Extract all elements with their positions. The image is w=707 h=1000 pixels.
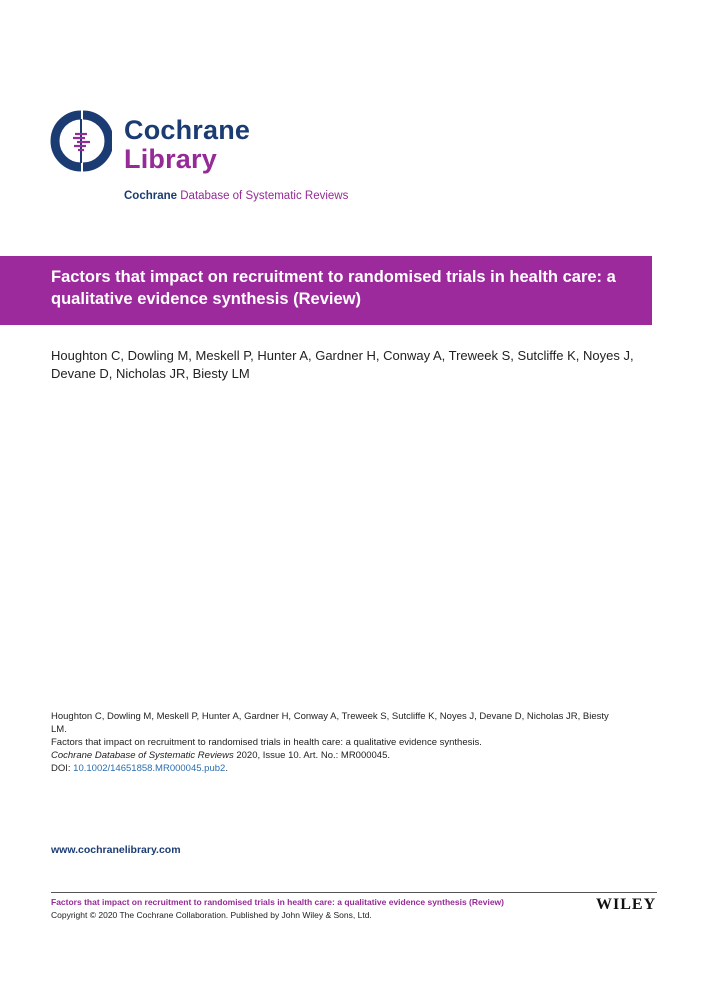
website-link[interactable]: www.cochranelibrary.com	[51, 844, 181, 856]
citation-title: Factors that impact on recruitment to randomised trials in health care: a qualitative evidence synthesis.	[51, 737, 482, 748]
database-name-rest: Database of Systematic Reviews	[177, 190, 349, 202]
citation-doi-line	[51, 762, 611, 775]
citation-authors: Houghton C, Dowling M, Meskell P, Hunter A, Gardner H, Conway A, Treweek S, Sutcliffe K, Noyes J, Devane D, Nicholas JR, Biesty LM.	[51, 711, 609, 735]
brand-name-library: Library	[124, 144, 217, 174]
review-title: Factors that impact on recruitment to randomised trials in health care: a qualitative evidence synthesis (Review)	[51, 268, 616, 308]
footer-divider	[51, 892, 657, 893]
author-list: Houghton C, Dowling M, Meskell P, Hunter A, Gardner H, Conway A, Treweek S, Sutcliffe K, Noyes J, Devane D, Nicholas JR, Biesty LM	[51, 348, 634, 381]
doi-label: DOI:	[51, 763, 74, 774]
doi-end: .	[225, 763, 228, 774]
doi-link[interactable]: 10.1002/14651858.MR000045.pub2	[73, 763, 226, 774]
footer-title: Factors that impact on recruitment to randomised trials in health care: a qualitative evidence synthesis (Review)	[51, 897, 504, 907]
title-banner	[0, 256, 652, 325]
citation-issue: 2020, Issue 10. Art. No.: MR000045.	[233, 750, 391, 761]
brand-name-cochrane: Cochrane	[124, 115, 251, 145]
cochrane-logo-icon	[50, 110, 112, 172]
database-name-strong: Cochrane	[124, 190, 178, 202]
citation-source	[51, 749, 611, 762]
database-name	[124, 189, 348, 203]
footer-copyright: Copyright © 2020 The Cochrane Collaboration. Published by John Wiley & Sons, Ltd.	[51, 910, 372, 920]
citation-block	[51, 710, 611, 775]
citation-journal: Cochrane Database of Systematic Reviews	[51, 750, 234, 761]
publisher-logo: WILEY	[596, 896, 657, 913]
